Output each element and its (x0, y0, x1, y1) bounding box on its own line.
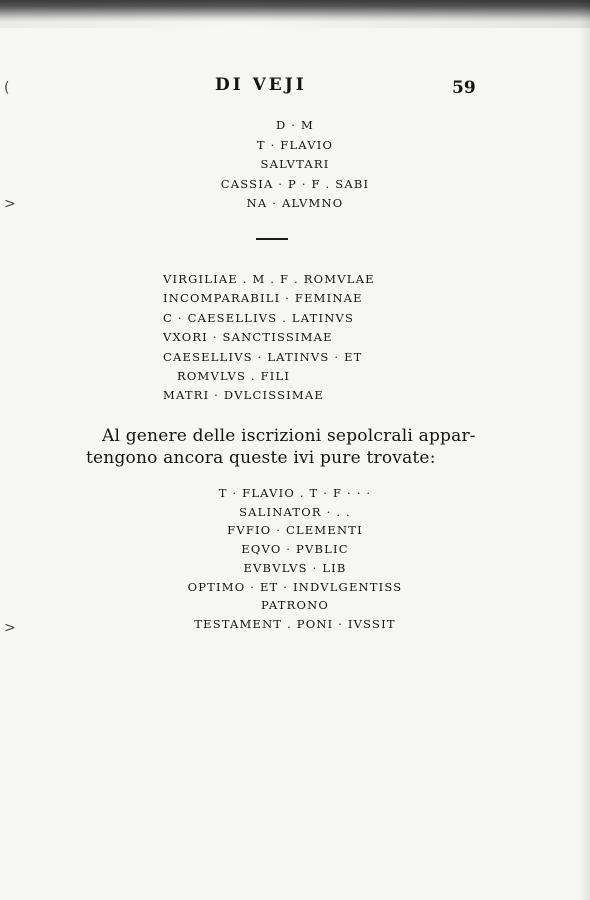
inscription-line: OPTIMO · ET · INDVLGENTISS (187, 579, 403, 594)
inscription-line: C · CAESELLIVS . LATINVS (163, 310, 355, 325)
page-number: 59 (452, 78, 476, 98)
inscription-line: CASSIA · P · F . SABI (220, 176, 370, 191)
inscription-line: T · FLAVIO . T · F · · · (218, 486, 372, 500)
inscription-line: ROMVLVS . FILI (177, 369, 291, 384)
inscription-line: VIRGILIAE . M . F . ROMVLAE (163, 272, 375, 286)
inscription-line: INCOMPARABILI · FEMINAE (163, 291, 363, 306)
inscription-line: NA · ALVMNO (246, 196, 344, 210)
body-paragraph (86, 425, 476, 469)
inscription-line: VXORI · SANCTISSIMAE (163, 330, 333, 345)
inscription-line: T · FLAVIO (256, 137, 334, 152)
left-margin-mark: > (4, 196, 16, 212)
inscription-line: TESTAMENT . PONI · IVSSIT (194, 616, 396, 631)
paragraph-line: tengono ancora queste ivi pure trovate: (86, 448, 436, 468)
page-top-shadow (0, 0, 590, 28)
running-header-title: DI VEJI (215, 75, 307, 95)
inscription-line: SALINATOR · . . (239, 504, 351, 519)
inscription-line: D · M (276, 118, 314, 132)
inscription-line: SALVTARI (260, 157, 330, 171)
page-right-shadow (578, 0, 590, 900)
inscription-line: CAESELLIVS · LATINVS · ET (163, 349, 363, 364)
inscription-line: FVFIO · CLEMENTI (227, 523, 363, 538)
inscription-line: EVBVLVS · LIB (243, 560, 347, 575)
paragraph-line: Al genere delle iscrizioni sepolcrali appar- (102, 426, 476, 446)
left-margin-mark: > (4, 620, 16, 636)
inscription-flavio-salutari (150, 116, 440, 214)
inscription-flavio-salinator (150, 484, 440, 634)
left-margin-mark: ( (4, 80, 10, 96)
section-divider (256, 238, 288, 240)
inscription-line: EQVO · PVBLIC (241, 542, 349, 557)
inscription-virgilia-romula (163, 270, 375, 406)
inscription-line: PATRONO (260, 598, 329, 613)
inscription-line: MATRI · DVLCISSIMAE (163, 388, 324, 403)
